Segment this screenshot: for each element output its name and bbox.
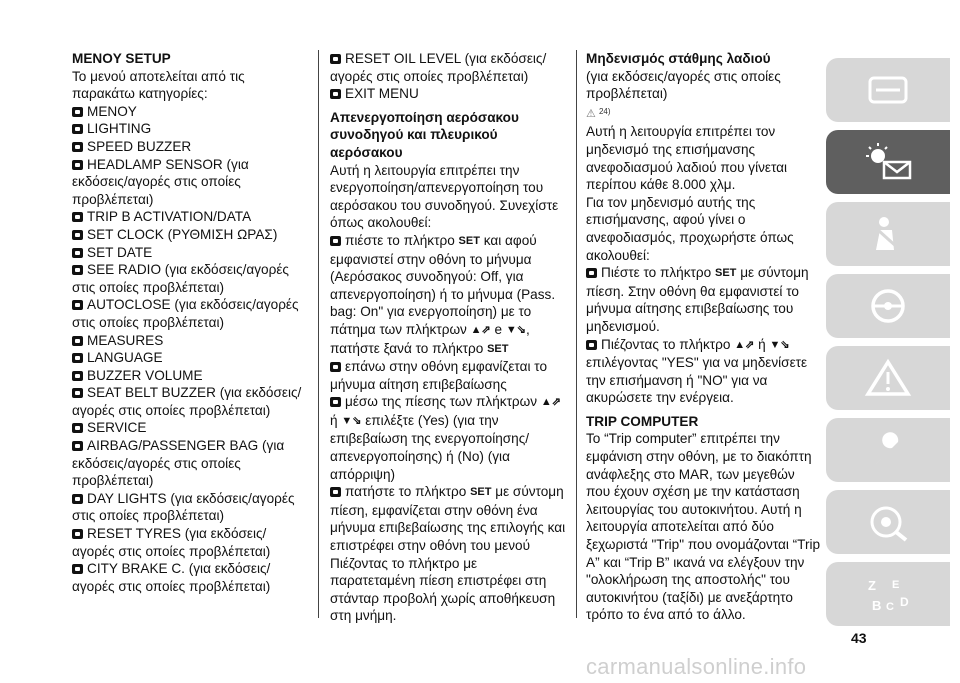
column-1 — [72, 50, 308, 595]
chapter-tabs — [826, 58, 960, 634]
tab-emergency[interactable] — [826, 346, 950, 410]
down-key-icon: ▼⇘ — [505, 323, 526, 336]
column-divider — [318, 50, 319, 618]
list-item: RESET OIL LEVEL (για εκδόσεις/αγορές στις οποίες προβλέπεται) — [330, 51, 547, 84]
column-3 — [586, 50, 822, 624]
bullet-icon — [72, 564, 83, 574]
tab-starting-driving[interactable] — [826, 274, 950, 338]
bullet-icon — [330, 54, 341, 64]
bullet-icon — [72, 212, 83, 222]
warning-triangle-icon — [858, 356, 918, 400]
wrench-icon — [858, 428, 918, 472]
set-key-icon: SET — [715, 267, 737, 280]
set-key-icon: SET — [470, 486, 492, 499]
tab-warning-lights[interactable] — [826, 130, 950, 194]
warning-light-message-icon — [858, 140, 918, 184]
list-item: SEAT BELT BUZZER (για εκδόσεις/αγορές στις οποίες προβλέπεται) — [72, 385, 302, 418]
bullet-icon — [72, 230, 83, 240]
bullet-icon — [586, 340, 597, 350]
up-key-icon: ▲⇗ — [540, 396, 561, 409]
tab-index[interactable] — [826, 562, 950, 626]
svg-text:C: C — [886, 601, 894, 613]
bullet-icon — [72, 265, 83, 275]
bullet-icon — [72, 388, 83, 398]
bullet-icon — [330, 236, 341, 246]
alphabet-index-icon — [858, 572, 918, 616]
oil-reset-heading: Μηδενισμός στάθμης λαδιού — [586, 51, 771, 66]
trip-computer-para: Το “Trip computer” επιτρέπει την εμφάνιση στην οθόνη, με το διακόπτη ανάφλεξης στο MAR, των μεγεθών που έχουν σχέση με την κατάσταση λειτουργίας του αυτοκινήτου. Αυτή η λειτουργία αποτελείται από δύο ξεχωριστά "Trip" που ονομάζονται “Trip A” και “Trip B” ικανά να ελέγξουν την "ολοκλήρωση της αποστολής" του αυτοκινήτου (ταξίδι) με ανεξάρτητο τρόπο το ένα από το άλλο. — [586, 431, 821, 623]
set-key-icon: SET — [487, 342, 509, 355]
bullet-icon — [72, 248, 83, 258]
oil-reset-para-2: Για τον μηδενισμό αυτής της επισήμανσης, αφού γίνει ο ανεφοδιασμός, προχωρήστε όπως ακολουθεί: — [586, 194, 794, 263]
list-item: SET CLOCK (ΡΥΘΜΙΣΗ ΩΡΑΣ) — [72, 226, 308, 244]
list-item: SPEED BUZZER — [72, 138, 308, 156]
list-item: HEADLAMP SENSOR (για εκδόσεις/αγορές στις οποίες προβλέπεται) — [72, 156, 249, 207]
bullet-icon — [72, 107, 83, 117]
list-item: SET DATE — [72, 244, 308, 262]
tab-dashboard[interactable] — [826, 58, 950, 122]
bullet-icon — [72, 142, 83, 152]
list-item: MEASURES — [72, 332, 308, 350]
list-item: MENOY — [72, 103, 308, 121]
oil-reset-step-2: Πιέζοντας το πλήκτρο ▲⇗ ή ▼⇘ επιλέγοντας "YES" για να μηδενίσετε την επισήμανση ή "NO" για να ακυρώσετε την ενέργεια. — [586, 336, 808, 406]
watermark: carmanualsonline.info — [586, 654, 807, 679]
warning-ref: ⚠ $^{24)}$ — [586, 106, 611, 120]
bullet-icon — [72, 529, 83, 539]
page-number: 43 — [851, 630, 867, 646]
trip-computer-heading: TRIP COMPUTER — [586, 413, 699, 429]
bullet-icon — [72, 423, 83, 433]
down-key-icon: ▼⇘ — [341, 414, 362, 427]
bullet-icon — [330, 397, 341, 407]
section-title: MENOY SETUP — [72, 51, 171, 66]
steering-wheel-icon — [858, 284, 918, 328]
oil-reset-sub: (για εκδόσεις/αγορές στις οποίες προβλέπεται) — [586, 68, 781, 102]
warning-icon: ⚠ — [586, 107, 596, 120]
bullet-icon — [72, 300, 83, 310]
bullet-icon — [330, 89, 341, 99]
list-item: AIRBAG/PASSENGER BAG (για εκδόσεις/αγορές στις οποίες προβλέπεται) — [72, 438, 285, 489]
list-item: EXIT MENU — [330, 85, 566, 103]
seat-belt-icon — [858, 212, 918, 256]
oil-reset-step-1: Πιέστε το πλήκτρο SET με σύντομη πίεση. Στην οθόνη θα εμφανιστεί το μήνυμα αίτησης επιβεβαίωσης του μηδενισμού. — [586, 265, 809, 334]
down-key-icon: ▼⇘ — [769, 338, 790, 351]
bullet-icon — [72, 336, 83, 346]
bullet-icon — [72, 160, 83, 170]
list-item: RESET TYRES (για εκδόσεις/αγορές στις οποίες προβλέπεται) — [72, 526, 271, 559]
up-key-icon: ▲⇗ — [470, 323, 491, 336]
bullet-icon — [72, 353, 83, 363]
airbag-step-4: πατήστε το πλήκτρο SET με σύντομη πίεση, εμφανίζεται στην οθόνη ένα μήνυμα επιβεβαίωσης της επιλογής και επιστρέφει στην οθόνη του μενού Πιέζοντας το πλήκτρο με παρατεταμένη πίεση επιστρέφει στη στάνταρ προβολή χωρίς αποθήκευση στη μνήμη. — [330, 484, 566, 624]
airbag-step-2: επάνω στην οθόνη εμφανίζεται το μήνυμα αίτηση επιβεβαίωσης — [330, 359, 548, 392]
menu-category-list-cont — [330, 50, 566, 103]
list-item: DAY LIGHTS (για εκδόσεις/αγορές στις οποίες προβλέπεται) — [72, 490, 295, 524]
bullet-icon — [72, 494, 83, 504]
bullet-icon — [72, 441, 83, 451]
list-item: TRIP B ACTIVATION/DATA — [72, 208, 308, 226]
list-item: AUTOCLOSE (για εκδόσεις/αγορές στις οποίες προβλέπεται) — [72, 297, 299, 330]
list-item: SEE RADIO (για εκδόσεις/αγορές στις οποίες προβλέπεται) — [72, 262, 289, 295]
list-item: BUZZER VOLUME — [72, 367, 308, 385]
wheel-spanner-icon — [858, 500, 918, 544]
bullet-icon — [586, 268, 597, 278]
bullet-icon — [72, 124, 83, 134]
airbag-step-1: πιέστε το πλήκτρο SET και αφού εμφανιστεί στην οθόνη το μήνυμα (Αερόσακος συνοδηγού: Off, για απενεργοποίηση) ή το μήνυμα (Pass. bag: On" για ενεργοποίηση) με το πάτημα των πλήκτρων ▲⇗ e ▼⇘, πατήστε ξανά το πλήκτρο SET — [330, 232, 556, 356]
set-key-icon: SET — [458, 234, 480, 247]
car-dashboard-icon — [858, 68, 918, 112]
svg-text:D: D — [900, 595, 909, 609]
list-item: LIGHTING — [72, 120, 308, 138]
column-2 — [330, 50, 566, 625]
intro-text: Το μενού αποτελείται από τις παρακάτω κατηγορίες: — [72, 68, 245, 102]
tab-safety[interactable] — [826, 202, 950, 266]
airbag-intro: Αυτή η λειτουργία επιτρέπει την ενεργοποίηση/απενεργοποίηση του αερόσακου του συνοδηγού. Συνεχίστε όπως ακολουθεί: — [330, 162, 559, 231]
bullet-icon — [72, 371, 83, 381]
list-item: SERVICE — [72, 419, 308, 437]
tab-maintenance[interactable] — [826, 418, 950, 482]
list-item: LANGUAGE — [72, 349, 308, 367]
airbag-step-3: μέσω της πίεσης των πλήκτρων ▲⇗ ή ▼⇘ επιλέξτε (Yes) (για την επιβεβαίωση της ενεργοποίησης/απενεργοποίησης) ή (No) (για απόρριψη) — [330, 394, 561, 482]
airbag-heading: Απενεργοποίηση αερόσακου συνοδηγού και πλευρικού αερόσακου — [330, 109, 519, 160]
svg-text:B: B — [872, 598, 882, 613]
menu-category-list — [72, 103, 308, 596]
svg-text:E: E — [892, 579, 900, 591]
tab-technical-data[interactable] — [826, 490, 950, 554]
list-item: CITY BRAKE C. (για εκδόσεις/αγορές στις οποίες προβλέπεται) — [72, 561, 271, 594]
up-key-icon: ▲⇗ — [734, 338, 755, 351]
column-divider — [576, 50, 577, 618]
bullet-icon — [330, 362, 341, 372]
oil-reset-para-1: Αυτή η λειτουργία επιτρέπει τον μηδενισμό της επισήμανσης ανεφοδιασμού λαδιού που γίνεται περίπου κάθε 8.000 χλμ. — [586, 124, 788, 193]
bullet-icon — [330, 487, 341, 497]
svg-text:Z: Z — [868, 578, 876, 593]
